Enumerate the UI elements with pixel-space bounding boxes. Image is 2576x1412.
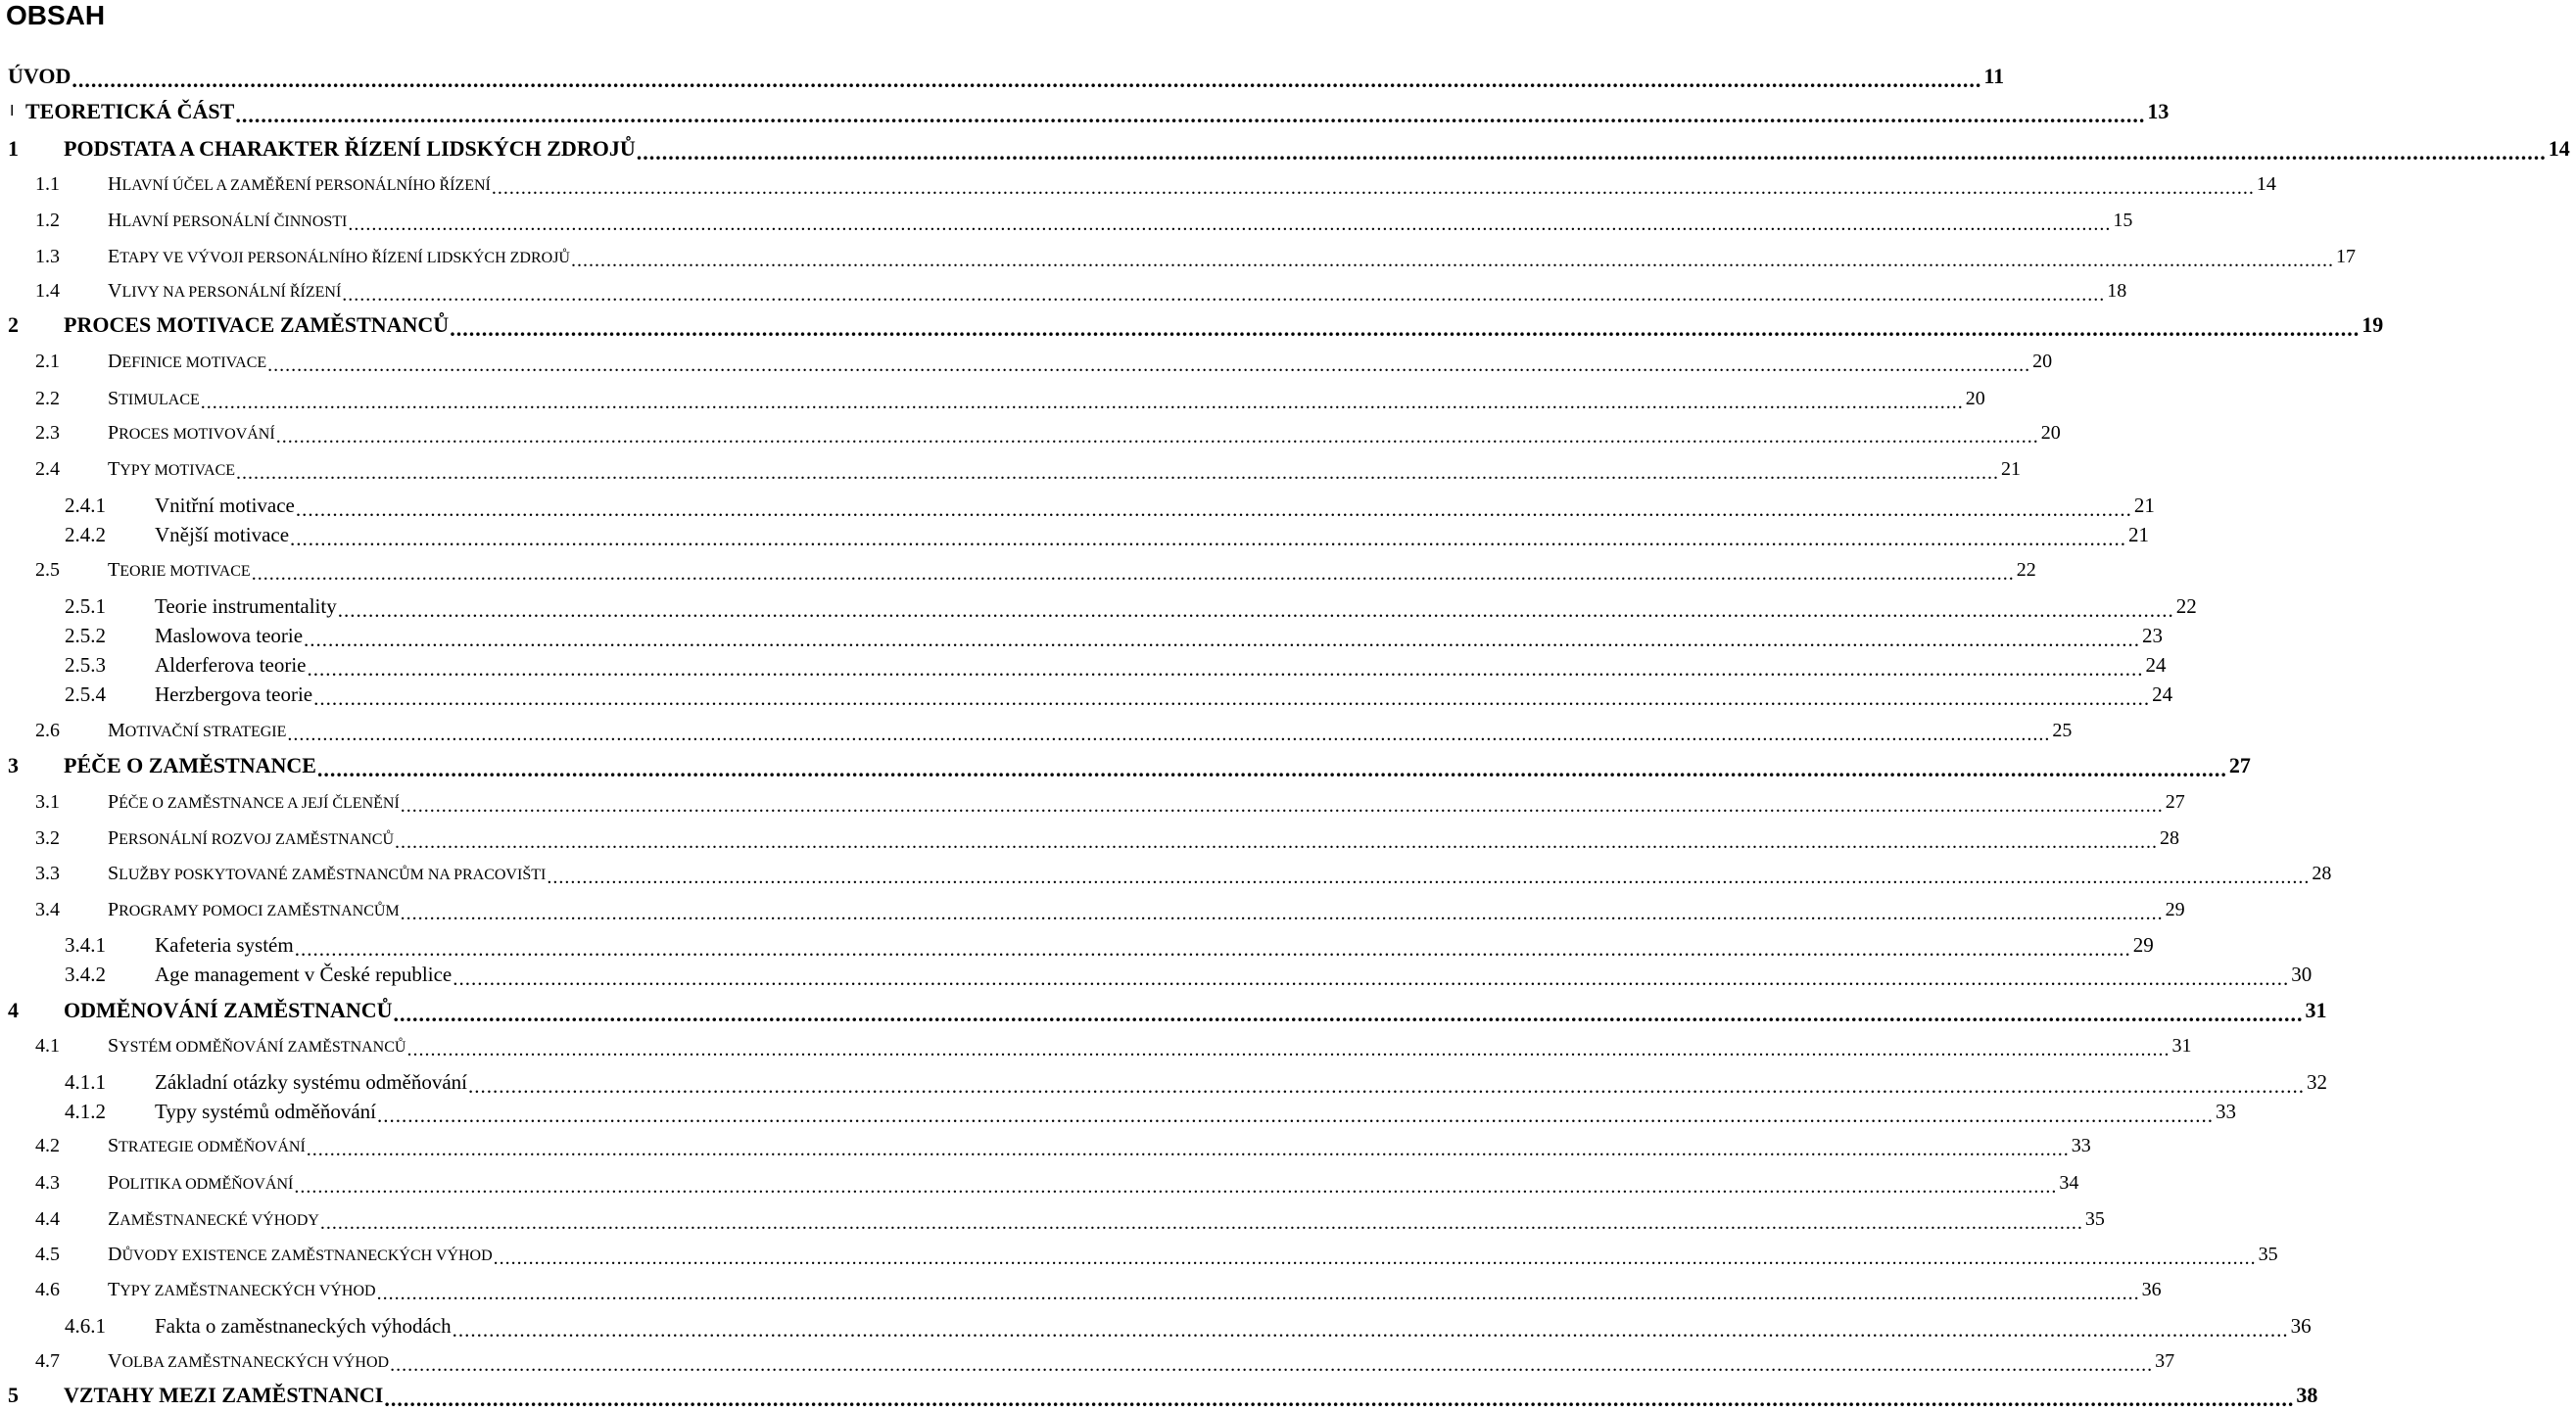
- toc-entry-title: PROCES MOTIVACE ZAMĚSTNANCŮ: [64, 312, 450, 337]
- toc-entry[interactable]: [0, 1379, 2318, 1412]
- toc-entry-title: VLIVY NA PERSONÁLNÍ ŘÍZENÍ: [108, 279, 342, 302]
- toc-entry[interactable]: [0, 1129, 2091, 1162]
- toc-entry-title: Age management v České republice: [155, 962, 453, 986]
- dot-leader: ............................................................................................................................................................................................................................................................................................................: [377, 1104, 2215, 1127]
- toc-entry-number: 2: [8, 312, 19, 337]
- toc-entry[interactable]: [0, 95, 2170, 128]
- toc-entry-page-number: 11: [1983, 64, 2005, 88]
- toc-entry-page-number: 35: [2258, 1243, 2278, 1265]
- toc-entry-number: 2.5.1: [65, 594, 106, 618]
- dot-leader: ............................................................................................................................................................................................................................................................................................................: [304, 628, 2141, 651]
- dot-leader: ............................................................................................................................................................................................................................................................................................................: [570, 250, 2334, 271]
- toc-entry-number: 2.5.4: [65, 682, 106, 706]
- dot-leader: ............................................................................................................................................................................................................................................................................................................: [348, 213, 2112, 235]
- toc-entry-number: 4.5: [35, 1244, 60, 1265]
- toc-entry-title: Kafeteria systém: [155, 932, 294, 957]
- toc-entry[interactable]: [0, 274, 2127, 307]
- toc-entry-number: 2.2: [35, 388, 60, 409]
- toc-entry-title: STRATEGIE ODMĚŇOVÁNÍ: [108, 1134, 306, 1156]
- dot-leader: ............................................................................................................................................................................................................................................................................................................: [493, 1247, 2257, 1269]
- toc-entry-page-number: 14: [2548, 136, 2570, 161]
- toc-entry-title: SLUŽBY POSKYTOVANÉ ZAMĚSTNANCŮM NA PRACOVIŠTI: [108, 862, 547, 884]
- toc-entry[interactable]: [0, 678, 2173, 711]
- toc-entry-title: PÉČE O ZAMĚSTNANCE: [64, 753, 316, 777]
- toc-entry-number: 3.4.2: [65, 963, 106, 986]
- toc-entry[interactable]: [0, 518, 2150, 551]
- toc-entry-page-number: 30: [2291, 962, 2313, 986]
- toc-entry-title: PERSONÁLNÍ ROZVOJ ZAMĚSTNANCŮ: [108, 826, 395, 849]
- toc-entry-number: 2.4.1: [65, 494, 106, 517]
- toc-entry-title: PÉČE O ZAMĚSTNANCE A JEJÍ ČLENĚNÍ: [108, 790, 400, 813]
- dot-leader: ............................................................................................................................................................................................................................................................................................................: [251, 563, 2015, 585]
- dot-leader: ............................................................................................................................................................................................................................................................................................................: [452, 1318, 2289, 1341]
- toc-entry-number: 3.1: [35, 791, 60, 813]
- toc-entry-page-number: 19: [2361, 312, 2384, 337]
- toc-entry-title: Typy systémů odměňování: [155, 1099, 377, 1123]
- toc-entry-page-number: 29: [2132, 932, 2154, 957]
- toc-entry-number: 4.4: [35, 1208, 60, 1230]
- toc-entry[interactable]: [0, 1166, 2079, 1200]
- toc-entry-page-number: 31: [2171, 1034, 2192, 1057]
- toc-entry-number: 3.4: [35, 899, 60, 920]
- dot-leader: ............................................................................................................................................................................................................................................................................................................: [236, 462, 2000, 484]
- toc-entry-number: 4.1.1: [65, 1070, 106, 1094]
- toc-entry[interactable]: [0, 1202, 2105, 1236]
- toc-entry[interactable]: [0, 648, 2167, 682]
- dot-leader: ............................................................................................................................................................................................................................................................................................................: [400, 903, 2164, 924]
- toc-entry[interactable]: [0, 382, 1985, 415]
- toc-entry[interactable]: [0, 749, 2251, 782]
- toc-entry[interactable]: [0, 1238, 2278, 1271]
- toc-entry-title: POLITIKA ODMĚŇOVÁNÍ: [108, 1171, 294, 1194]
- toc-entry-page-number: 27: [2165, 790, 2185, 813]
- toc-entry[interactable]: [0, 240, 2356, 273]
- toc-entry-page-number: 21: [2128, 522, 2150, 546]
- toc-entry-page-number: 29: [2165, 898, 2185, 920]
- toc-entry-title: Alderferova teorie: [155, 652, 307, 677]
- toc-entry-page-number: 24: [2152, 682, 2173, 706]
- toc-entry-number: 2.4: [35, 458, 60, 480]
- dot-leader: ............................................................................................................................................................................................................................................................................................................: [342, 284, 2106, 306]
- toc-entry-page-number: 25: [2052, 719, 2073, 741]
- toc-entry-page-number: 22: [2016, 558, 2036, 581]
- toc-entry[interactable]: [0, 308, 2384, 342]
- dot-leader: ............................................................................................................................................................................................................................................................................................................: [267, 354, 2031, 376]
- toc-entry-number: 3.2: [35, 827, 60, 849]
- dot-leader: ............................................................................................................................................................................................................................................................................................................: [295, 497, 2132, 521]
- toc-entry-number: 2.3: [35, 422, 60, 444]
- toc-entry[interactable]: [0, 928, 2154, 962]
- toc-entry-page-number: 35: [2084, 1207, 2105, 1230]
- toc-entry-title: ZAMĚSTNANECKÉ VÝHODY: [108, 1207, 319, 1230]
- toc-entry-page-number: 31: [2305, 998, 2327, 1022]
- toc-entry-title: VOLBA ZAMĚSTNANECKÝCH VÝHOD: [108, 1349, 390, 1372]
- toc-entry-number: 3.4.1: [65, 933, 106, 957]
- dot-leader: ............................................................................................................................................................................................................................................................................................................: [384, 1387, 2295, 1411]
- dot-leader: ............................................................................................................................................................................................................................................................................................................: [200, 392, 1964, 413]
- toc-entry[interactable]: [0, 822, 2180, 855]
- toc-entry-page-number: 15: [2113, 209, 2133, 231]
- toc-entry[interactable]: [0, 132, 2570, 165]
- dot-leader: ............................................................................................................................................................................................................................................................................................................: [390, 1354, 2154, 1376]
- toc-entry-number: 4.6: [35, 1279, 60, 1300]
- toc-entry-number: 2.5: [35, 559, 60, 581]
- toc-entry-page-number: 28: [2312, 862, 2332, 884]
- toc-entry-title: TYPY MOTIVACE: [108, 457, 236, 480]
- dot-leader: ............................................................................................................................................................................................................................................................................................................: [313, 686, 2151, 710]
- toc-entry-title: Základní otázky systému odměňování: [155, 1069, 468, 1094]
- toc-entry[interactable]: [0, 60, 2005, 93]
- toc-entry-page-number: 38: [2296, 1383, 2318, 1407]
- toc-entry-title: PODSTATA A CHARAKTER ŘÍZENÍ LIDSKÝCH ZDROJŮ: [64, 136, 636, 161]
- toc-entry-title: Vnější motivace: [155, 522, 290, 546]
- toc-entry-title: TYPY ZAMĚSTNANECKÝCH VÝHOD: [108, 1278, 376, 1300]
- toc-entry-title: STIMULACE: [108, 387, 200, 409]
- toc-entry-title: Fakta o zaměstnaneckých výhodách: [155, 1313, 452, 1338]
- dot-leader: ............................................................................................................................................................................................................................................................................................................: [337, 598, 2174, 622]
- toc-entry[interactable]: [0, 1344, 2175, 1378]
- toc-entry-page-number: 14: [2256, 172, 2276, 195]
- toc-entry-number: I: [10, 103, 15, 119]
- toc-entry-title: PROGRAMY POMOCI ZAMĚSTNANCŮM: [108, 898, 400, 920]
- toc-entry-title: HLAVNÍ PERSONÁLNÍ ČINNOSTI: [108, 209, 348, 231]
- toc-entry-page-number: 32: [2307, 1069, 2328, 1094]
- toc-entry-number: 1.4: [35, 280, 60, 302]
- toc-entry-title: Vnitřní motivace: [155, 493, 295, 517]
- toc-entry[interactable]: [0, 167, 2276, 201]
- toc-entry[interactable]: [0, 416, 2061, 449]
- toc-entry-title: SYSTÉM ODMĚŇOVÁNÍ ZAMĚSTNANCŮ: [108, 1034, 406, 1057]
- dot-leader: ............................................................................................................................................................................................................................................................................................................: [319, 1212, 2083, 1234]
- dot-leader: ............................................................................................................................................................................................................................................................................................................: [316, 757, 2227, 781]
- toc-entry[interactable]: [0, 345, 2053, 378]
- dot-leader: ............................................................................................................................................................................................................................................................................................................: [290, 527, 2127, 550]
- toc-entry[interactable]: [0, 1273, 2162, 1306]
- toc-entry-page-number: 37: [2155, 1349, 2175, 1372]
- toc-entry[interactable]: [0, 204, 2133, 237]
- toc-entry-title: Herzbergova teorie: [155, 682, 313, 706]
- toc-entry[interactable]: [0, 1095, 2237, 1128]
- toc-entry-number: 1.3: [35, 246, 60, 267]
- toc-entry-number: 4: [8, 998, 19, 1022]
- toc-entry-page-number: 21: [2001, 457, 2022, 480]
- dot-leader: ............................................................................................................................................................................................................................................................................................................: [307, 657, 2144, 681]
- toc-entry[interactable]: [0, 589, 2197, 623]
- toc-entry-title: TEORIE MOTIVACE: [108, 558, 251, 581]
- dot-leader: ............................................................................................................................................................................................................................................................................................................: [453, 966, 2290, 990]
- toc-entry-number: 5: [8, 1383, 19, 1407]
- dot-leader: ............................................................................................................................................................................................................................................................................................................: [468, 1074, 2306, 1098]
- toc-entry-number: 4.6.1: [65, 1314, 106, 1338]
- toc-entry-title: TEORETICKÁ ČÁST: [25, 99, 235, 123]
- toc-entry-page-number: 18: [2107, 279, 2127, 302]
- dot-leader: ............................................................................................................................................................................................................................................................................................................: [306, 1139, 2070, 1160]
- toc-entry-number: 3: [8, 753, 19, 777]
- dot-leader: ............................................................................................................................................................................................................................................................................................................: [450, 316, 2361, 341]
- toc-entry-page-number: 22: [2175, 593, 2197, 618]
- dot-leader: ............................................................................................................................................................................................................................................................................................................: [376, 1283, 2140, 1304]
- toc-entry[interactable]: [0, 489, 2155, 522]
- toc-entry-title: Maslowova teorie: [155, 623, 304, 647]
- toc-entry[interactable]: [0, 452, 2022, 486]
- toc-entry[interactable]: [0, 958, 2313, 991]
- toc-entry-page-number: 21: [2133, 493, 2155, 517]
- toc-entry-number: 1: [8, 136, 19, 161]
- toc-entry-page-number: 36: [2290, 1313, 2312, 1338]
- toc-entry-title: ÚVOD: [8, 64, 72, 88]
- toc-entry[interactable]: [0, 857, 2332, 890]
- dot-leader: ............................................................................................................................................................................................................................................................................................................: [275, 426, 2039, 447]
- toc-entry-title: ODMĚNOVÁNÍ ZAMĚSTNANCŮ: [64, 998, 393, 1022]
- dot-leader: ............................................................................................................................................................................................................................................................................................................: [294, 1176, 2058, 1198]
- toc-entry-number: 4.3: [35, 1172, 60, 1194]
- toc-entry-number: 2.1: [35, 351, 60, 372]
- toc-heading: OBSAH: [6, 0, 106, 30]
- toc-entry-page-number: 20: [1965, 387, 1985, 409]
- toc-entry[interactable]: [0, 619, 2164, 652]
- toc-entry-title: DŮVODY EXISTENCE ZAMĚSTNANECKÝCH VÝHOD: [108, 1243, 493, 1265]
- toc-entry-number: 1.2: [35, 210, 60, 231]
- toc-entry-page-number: 13: [2147, 99, 2170, 123]
- dot-leader: ............................................................................................................................................................................................................................................................................................................: [393, 1002, 2304, 1026]
- toc-entry-title: HLAVNÍ ÚČEL A ZAMĚŘENÍ PERSONÁLNÍHO ŘÍZENÍ: [108, 172, 491, 195]
- toc-entry-title: Teorie instrumentality: [155, 593, 337, 618]
- toc-entry-number: 1.1: [35, 173, 60, 195]
- toc-entry-page-number: 34: [2059, 1171, 2079, 1194]
- toc-entry-page-number: 27: [2228, 753, 2251, 777]
- toc-entry-page-number: 36: [2141, 1278, 2162, 1300]
- dot-leader: ............................................................................................................................................................................................................................................................................................................: [406, 1039, 2171, 1060]
- toc-entry-page-number: 17: [2335, 245, 2356, 267]
- dot-leader: ............................................................................................................................................................................................................................................................................................................: [287, 724, 2051, 745]
- toc-entry[interactable]: [0, 1029, 2192, 1062]
- toc-entry-number: 4.7: [35, 1350, 60, 1372]
- toc-entry-number: 2.4.2: [65, 523, 106, 546]
- toc-entry-number: 4.1: [35, 1035, 60, 1057]
- toc-entry-page-number: 20: [2032, 350, 2053, 372]
- toc-entry-number: 4.2: [35, 1135, 60, 1156]
- toc-entry-title: ETAPY VE VÝVOJI PERSONÁLNÍHO ŘÍZENÍ LIDSKÝCH ZDROJŮ: [108, 245, 570, 267]
- toc-entry-number: 2.5.3: [65, 653, 106, 677]
- toc-entry-title: DEFINICE MOTIVACE: [108, 350, 267, 372]
- toc-entry-page-number: 28: [2160, 826, 2180, 849]
- toc-entry-page-number: 24: [2145, 652, 2167, 677]
- dot-leader: ............................................................................................................................................................................................................................................................................................................: [72, 68, 1982, 92]
- toc-entry-number: 3.3: [35, 863, 60, 884]
- toc-entry[interactable]: [0, 785, 2185, 819]
- toc-entry-page-number: 23: [2142, 623, 2164, 647]
- toc-entry-title: MOTIVAČNÍ STRATEGIE: [108, 719, 287, 741]
- dot-leader: ............................................................................................................................................................................................................................................................................................................: [636, 140, 2547, 165]
- toc-entry[interactable]: [0, 994, 2327, 1027]
- toc-entry[interactable]: [0, 1065, 2328, 1099]
- toc-entry[interactable]: [0, 1309, 2312, 1342]
- dot-leader: ............................................................................................................................................................................................................................................................................................................: [547, 867, 2311, 888]
- dot-leader: ............................................................................................................................................................................................................................................................................................................: [491, 177, 2255, 199]
- toc-entry-number: 2.5.2: [65, 624, 106, 647]
- toc-entry[interactable]: [0, 893, 2185, 926]
- toc-entry-page-number: 20: [2040, 421, 2061, 444]
- toc-entry-title: PROCES MOTIVOVÁNÍ: [108, 421, 275, 444]
- dot-leader: ............................................................................................................................................................................................................................................................................................................: [400, 795, 2164, 817]
- toc-entry-number: 2.6: [35, 720, 60, 741]
- toc-entry-title: VZTAHY MEZI ZAMĚSTNANCI: [64, 1383, 384, 1407]
- toc-entry[interactable]: [0, 714, 2073, 747]
- toc-entry-page-number: 33: [2216, 1099, 2237, 1123]
- dot-leader: ............................................................................................................................................................................................................................................................................................................: [235, 103, 2146, 127]
- dot-leader: ............................................................................................................................................................................................................................................................................................................: [395, 831, 2159, 853]
- toc-entry[interactable]: [0, 553, 2036, 587]
- toc-entry-page-number: 33: [2071, 1134, 2091, 1156]
- toc-entry-number: 4.1.2: [65, 1100, 106, 1123]
- dot-leader: ............................................................................................................................................................................................................................................................................................................: [294, 937, 2131, 961]
